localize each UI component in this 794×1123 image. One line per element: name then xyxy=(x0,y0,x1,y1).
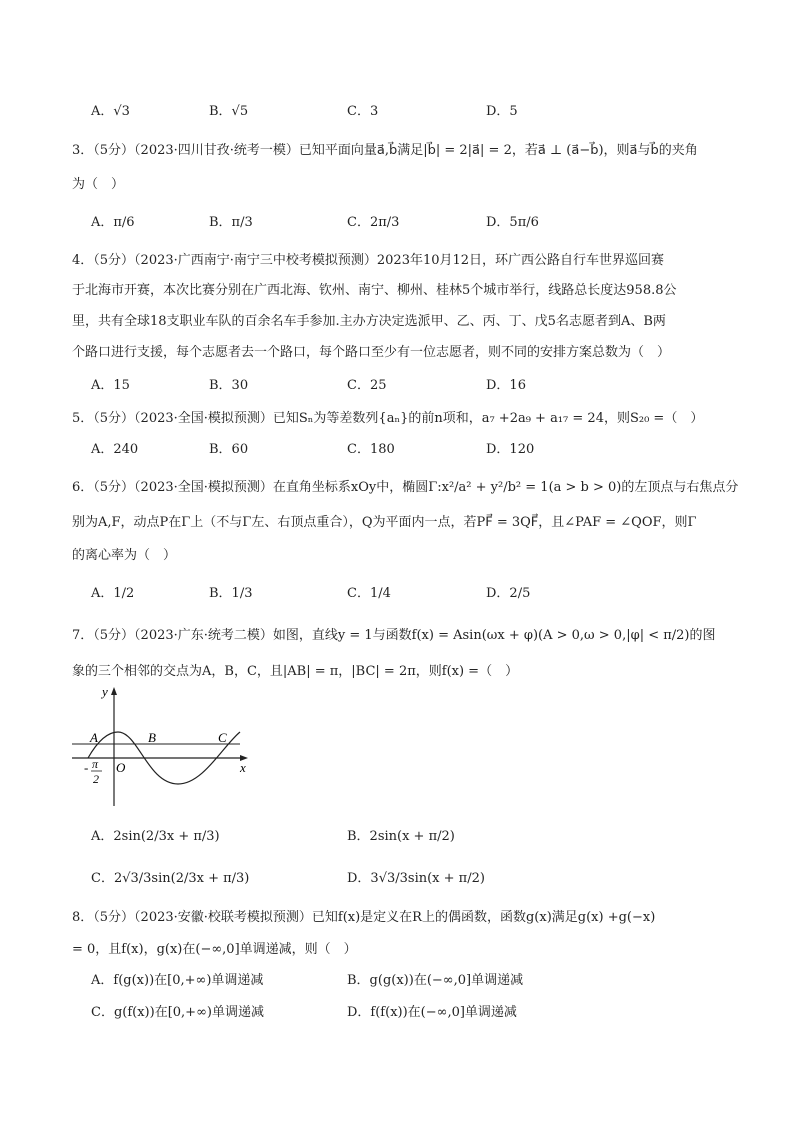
q4-option-c: C．25 xyxy=(347,378,387,393)
q8-option-c: C．g(f(x))在[0,+∞)单调递减 xyxy=(91,1005,264,1020)
q4-option-a: A．15 xyxy=(91,378,130,393)
graph-label-two: 2 xyxy=(93,772,99,786)
q5-option-b: B．60 xyxy=(209,442,249,457)
q4-option-b: B．30 xyxy=(209,378,249,393)
q7-option-b: B．2sin(x + π/2) xyxy=(347,829,455,844)
q4-stem-line2: 于北海市开赛，本次比赛分别在广西北海、钦州、南宁、柳州、桂林5个城市举行，线路总长度达958.8公 xyxy=(72,283,677,298)
q4-stem-line1: 4．（5分）（2023·广西南宁·南宁三中校考模拟预测）2023年10月12日，环广西公路自行车世界巡回赛 xyxy=(72,253,665,268)
graph-label-x: x xyxy=(240,760,246,775)
q3-option-b: B．π/3 xyxy=(209,215,253,230)
q6-option-a: A．1/2 xyxy=(91,586,135,601)
q3-stem-line1: 3．（5分）（2023·四川甘孜·统考一模）已知平面向量a⃗,b⃗满足|b⃗| = 2|a⃗| = 2，若a⃗ ⊥ (a⃗−b⃗)，则a⃗与b⃗的夹角 xyxy=(72,143,698,158)
q7-option-a: A．2sin(2/3x + π/3) xyxy=(91,829,220,844)
q5-stem-line1: 5．（5分）（2023·全国·模拟预测）已知Sₙ为等差数列{aₙ}的前n项和，a₇ +2a₉ + a₁₇ = 24，则S₂₀ =（ ） xyxy=(72,411,704,426)
q7-stem-line1: 7．（5分）（2023·广东·统考二模）如图，直线y = 1与函数f(x) = Asin(ωx + φ)(A > 0,ω > 0,|φ| < π/2)的图 xyxy=(72,628,716,643)
graph-label-c: C xyxy=(218,730,227,745)
q3-option-c: C．2π/3 xyxy=(347,215,400,230)
q2-option-c: C．3 xyxy=(347,104,379,119)
q5-option-a: A．240 xyxy=(91,442,139,457)
graph-label-b: B xyxy=(148,730,156,745)
graph-label-y: y xyxy=(102,684,108,699)
q8-stem-line1: 8．（5分）（2023·安徽·校联考模拟预测）已知f(x)是定义在R上的偶函数，函数g(x)满足g(x) +g(−x) xyxy=(72,910,656,925)
q6-stem-line1: 6．（5分）（2023·全国·模拟预测）在直角坐标系xOy中，椭圆Γ:x²/a² + y²/b² = 1(a > b > 0)的左顶点与右焦点分 xyxy=(72,480,739,495)
q3-option-d: D．5π/6 xyxy=(486,215,539,230)
q4-stem-line3: 里，共有全球18支职业车队的百余名车手参加.主办方决定选派甲、乙、丙、丁、戊5名志愿者到A、B两 xyxy=(72,314,666,329)
q8-stem-line2: = 0，且f(x)，g(x)在(−∞,0]单调递减，则（ ） xyxy=(72,942,357,957)
q7-option-c: C．2√3/3sin(2/3x + π/3) xyxy=(91,871,250,886)
q7-sine-graph xyxy=(68,684,258,814)
q8-option-b: B．g(g(x))在(−∞,0]单调递减 xyxy=(347,973,524,988)
q6-stem-line3: 的离心率为（ ） xyxy=(72,548,177,563)
q5-option-c: C．180 xyxy=(347,442,395,457)
q5-option-d: D．120 xyxy=(486,442,535,457)
q4-option-d: D．16 xyxy=(486,378,526,393)
q3-option-a: A．π/6 xyxy=(91,215,135,230)
graph-label-a: A xyxy=(90,730,98,745)
graph-label-o: O xyxy=(116,760,126,775)
q2-option-d: D．5 xyxy=(486,104,518,119)
q3-stem-line2: 为（ ） xyxy=(72,177,125,192)
q2-option-a: A．√3 xyxy=(91,104,130,119)
q6-stem-line2: 别为A,F，动点P在Γ上（不与Γ左、右顶点重合），Q为平面内一点，若PF⃗ = 3QF⃗，且∠PAF = ∠QOF，则Γ xyxy=(72,515,697,530)
q7-stem-line2: 象的三个相邻的交点为A，B，C，且|AB| = π，|BC| = 2π，则f(x) =（ ） xyxy=(72,664,519,679)
graph-label-neg: - xyxy=(84,760,89,775)
q6-option-b: B．1/3 xyxy=(209,586,253,601)
q4-stem-line4: 个路口进行支援，每个志愿者去一个路口，每个路口至少有一位志愿者，则不同的安排方案总数为（ ） xyxy=(72,345,671,360)
q7-option-d: D．3√3/3sin(x + π/2) xyxy=(347,871,485,886)
q2-option-b: B．√5 xyxy=(209,104,249,119)
q8-option-a: A．f(g(x))在[0,+∞)单调递减 xyxy=(91,973,264,988)
q6-option-c: C．1/4 xyxy=(347,586,391,601)
graph-label-pi: π xyxy=(92,757,99,771)
q8-option-d: D．f(f(x))在(−∞,0]单调递减 xyxy=(347,1005,517,1020)
q6-option-d: D．2/5 xyxy=(486,586,531,601)
